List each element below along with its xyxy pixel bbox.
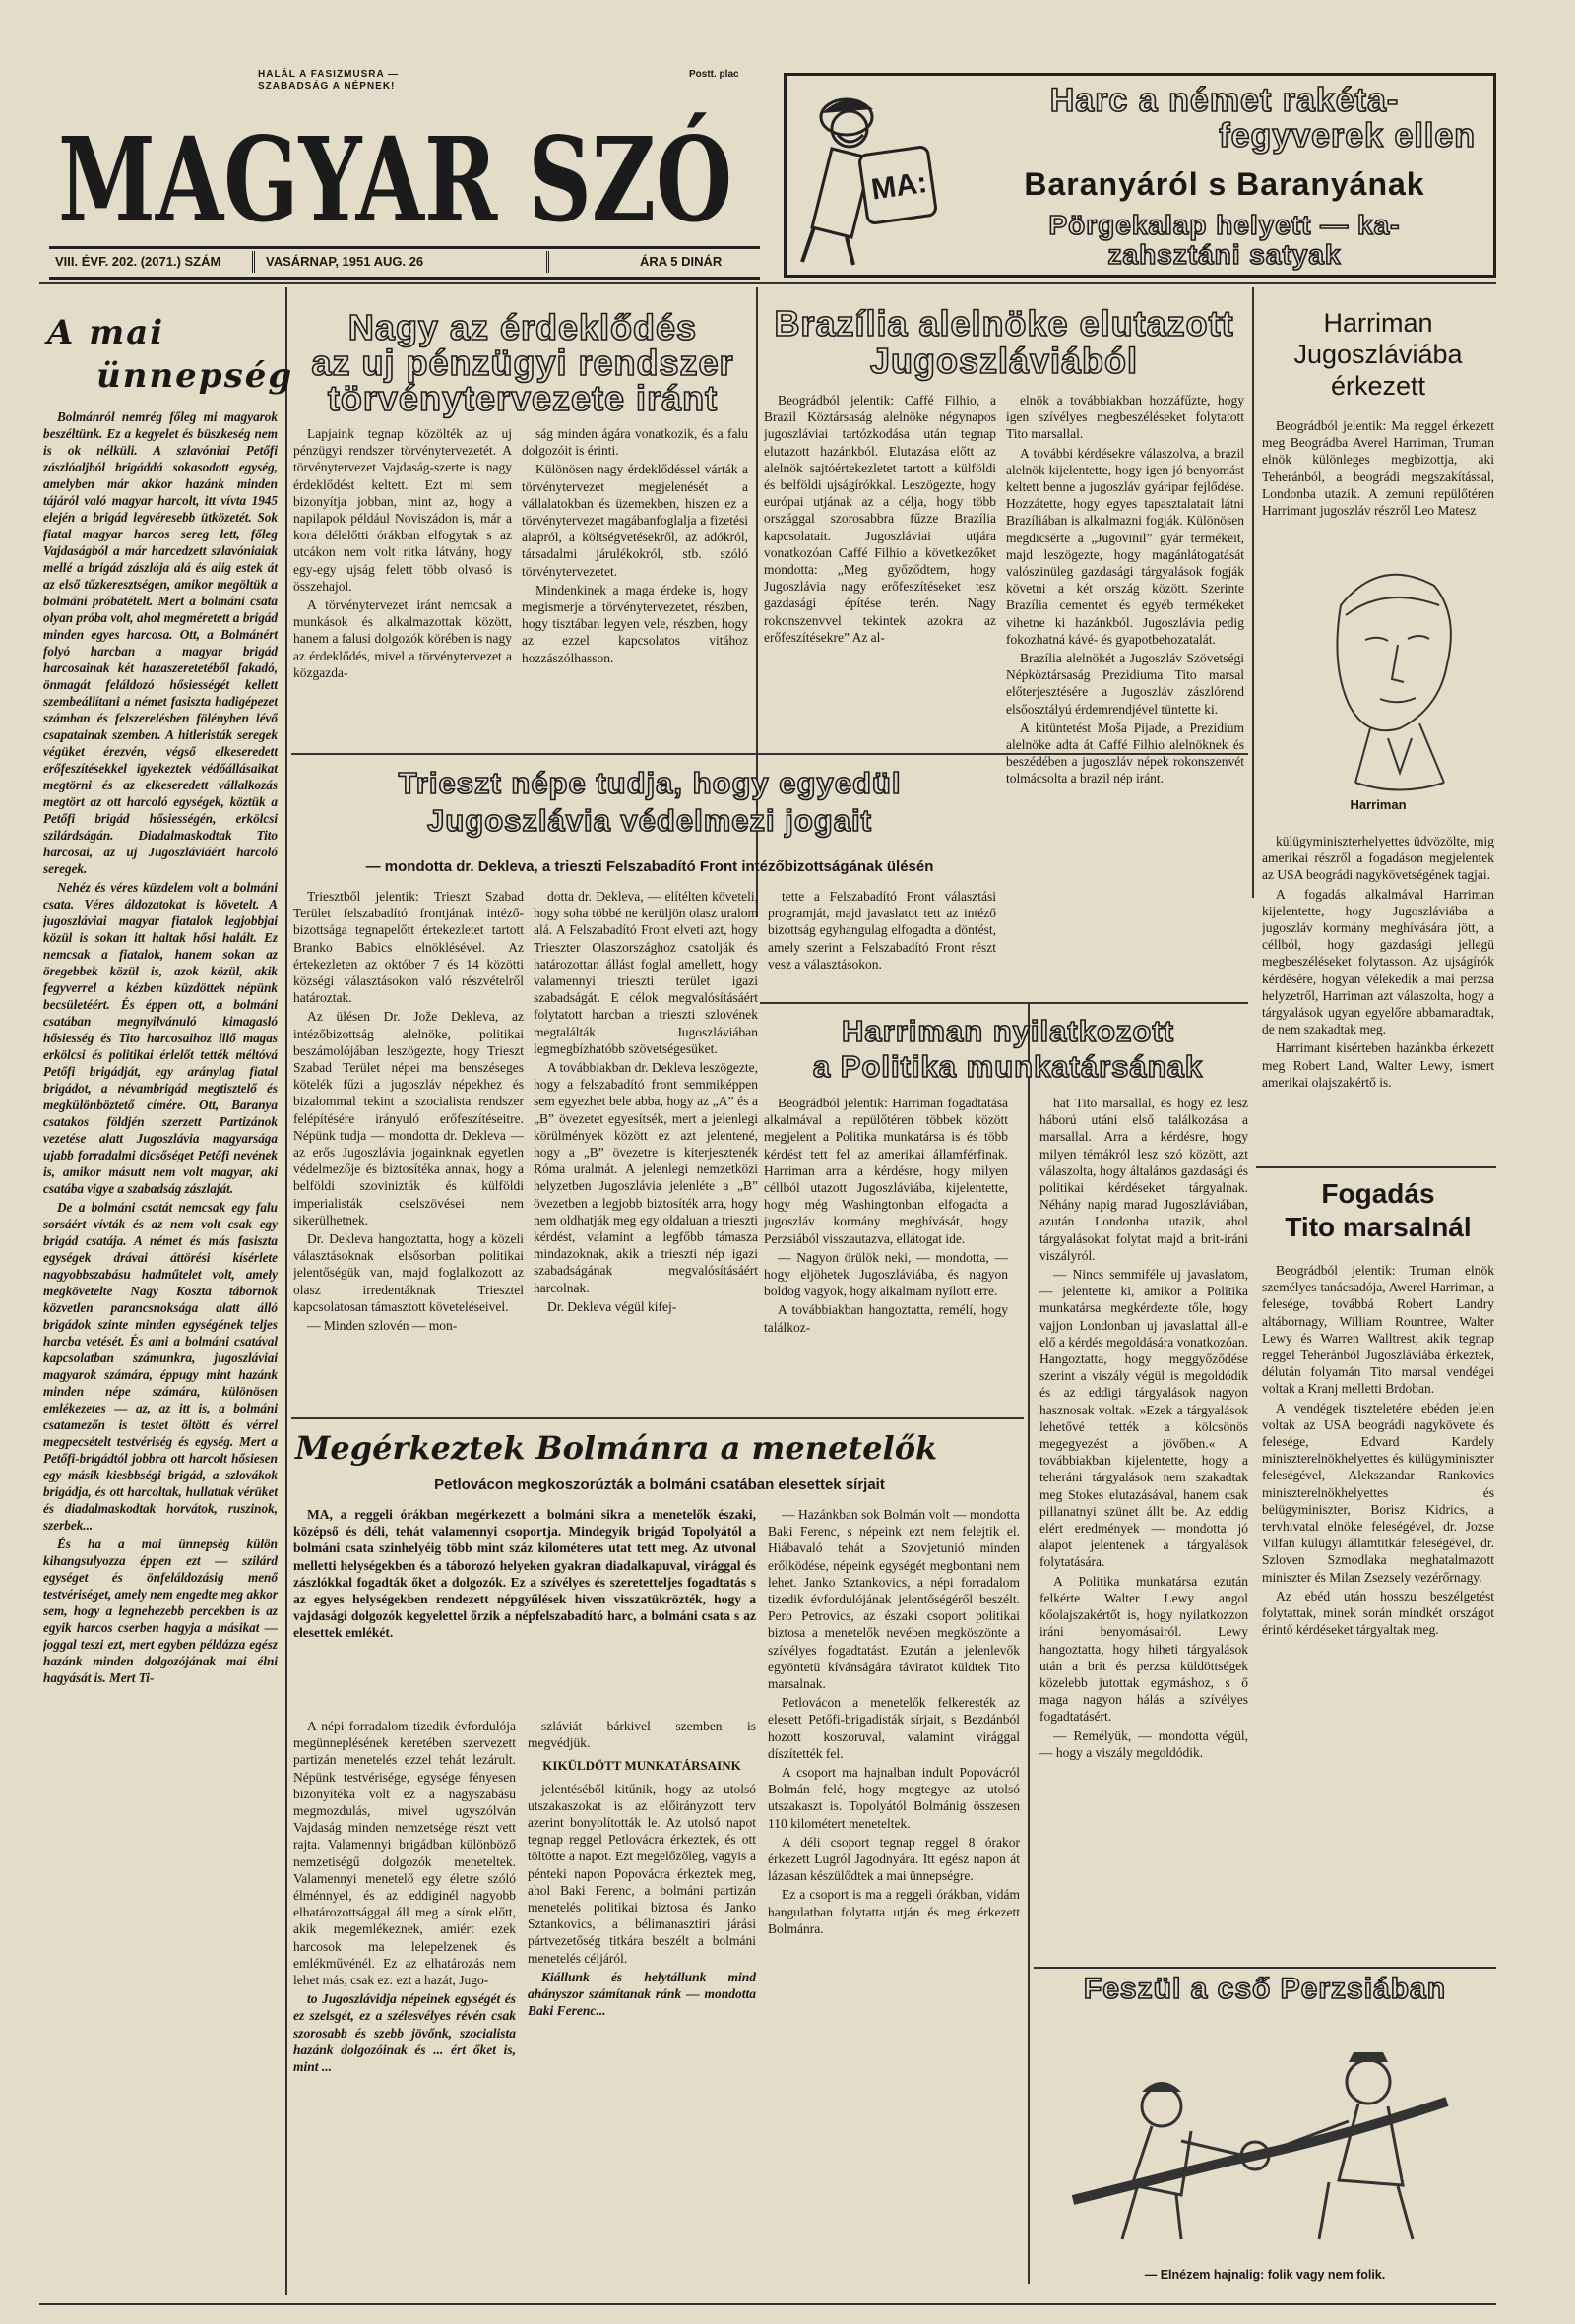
masthead-logo [54,91,743,238]
trieste-paragraph: — Minden szlovén — mon- [307,1318,458,1334]
harriman-arrives-body [1262,417,1494,535]
issue-divider [252,251,255,273]
trieste-paragraph: tette a Felszabadító Front választási programját, majd javaslatot tett az intéző bizottság egyhangulag elfogadta a döntést, amely szerint a Felszabadító Front részt vesz a választásokon. [768,889,996,972]
masthead-slogan: HALÁL A FASIZMUSRA — SZABADSÁG A NÉPNEK! [258,69,400,92]
finance-headline-3: törvénytervezete iránt [327,378,719,418]
trieste-paragraph: A továbbiakban dr. Dekleva leszögezte, hogy a felszabadító front semmiképpen sem egyezhet bele abba, hogy az „A” és a „B” övezetet egyesítsék, mert a jelenlegi körülmények között ez azt jelentené, hogy a „B” övezetre is kiterjesztenék Róma uralmát. A jelenlegi nemzetközi helyzetben Jugoszlávia jelenléte a „B” övezetben a legjobb biztosíték arra, hogy nem oldhatják meg egy oldaluan a trieszti kérdést, valamint a legfőbb támasza mindazoknak, akik a trieszti nép igazi szabadságának megvalósításáért harcolnak. [534,1060,758,1295]
harriman-interview-paragraph: A Politika munkatársa ezután felkérte Walter Lewy angol kőolajszakértőt is, hogy nyilatkozzon iráni benyomásairól. Lewy hangoztatta, hogy hiheti tárgyalások után a brit és perzsa küldöttségek közelebb jutottak egymáshoz, s ő maga nagyon hálás a szívélyes fogadtatásért. [1040,1573,1248,1725]
column-rule [1252,287,1254,898]
trieste-paragraph: Triesztből jelentik: Trieszt Szabad Terület felszabadító frontjának intéző-bizottsága tegnapelőtt értekezletet tartott Branko Babics elnöklésével. Az értekezleten az október 7 és 14 közötti községi választásokon való részvételről határoztak. [293,889,524,1006]
harriman-arrives-headline [1260,307,1496,402]
issue-line [49,246,760,280]
trieste-column-1 [293,888,524,1410]
newsboy-illustration [792,80,940,267]
brazil-headline-2: Jugoszláviából [869,341,1139,381]
bolman-paragraph: szláviát bárkivel szemben is megvédjük. [528,1719,756,1751]
tito-reception-headline-2: Tito marsalnál [1285,1212,1472,1242]
bolman-paragraph: jelentéséből kitűnik, hogy az utolsó utszakaszokat is az előirányzott terv azerint bonyolították le. Az utolsó napot tegnap reggel Petlovácra érkeztek, és ott töltötte a napot. Ezt megelőzőleg, vagyis a pénteki napon Popovácra érkeztek meg, ahol Baki Ferenc, a bolmáni partizán menetelés politikai biztosa és Janko Sztankovics, a bélimanasztiri járási pártvezetőség titkára beszélt a bolmáni menetelés céljáról. [528,1781,756,1966]
column-rule [1028,1004,1030,2284]
finance-column-2 [522,425,748,745]
issue-date: VASÁRNAP, 1951 AUG. 26 [266,254,424,269]
harriman-interview-paragraph: hat Tito marsallal, és hogy ez lesz háború utáni első találkozása a marsallal. Arra a kérdésre, hogy milyen témákról lesz szó között, azt válaszolta, hogy általános gazdasági és politikai kérdéseket tárgyalnak. Néhány napig marad Jugoszláviában, azután Londonba utazik, ahol tárgyalásokat folytat majd a brit-iráni viszályról. [1040,1096,1248,1263]
tito-reception-paragraph: Beográdból jelentik: Truman elnök személyes tanácsadója, Awerel Harriman, a felesége, továbbá Robert Landry altábornagy, William Rountree, Walter Lewy és Warren Walltrest, akik tegnap reggel Teheránból Jugoszláviába érkeztek, délután folyamán Tito marsal vendégei voltak a Kranj melletti Brdoban. [1262,1263,1494,1397]
persia-caption: — Elnézem hajnalig: folik vagy nem folik. [1144,2268,1386,2282]
finance-headline-2: az uj pénzügyi rendszer [311,343,734,383]
masthead-title-block [54,91,743,238]
finance-paragraph: Mindenkinek a maga érdeke is, hogy megismerje a törvénytervezetet, részben, hogy tisztában legyen vele, részben, hogy az ezzel kapcsolatos vitához hozzászólhasson. [522,582,748,665]
banner-line-4: Pörgekalap helyett — ka- [1048,210,1401,240]
header-rule [39,282,1496,284]
harriman-arrives-headline-1: Harriman [1323,308,1433,338]
harriman-interview-headline-1: Harriman nyilatkozott [842,1014,1174,1048]
harriman-portrait-caption: Harriman [1350,797,1407,812]
tito-reception-paragraph: Az ebéd után hosszu beszélgetést folytattak, minek során mindkét országot érintő kérdéseket tárgyaltak meg. [1262,1588,1494,1638]
editorial-title-1: A mai [47,313,165,352]
harriman-interview-paragraph: Beográdból jelentik: Harriman fogadtatása alkalmával a repülőtéren többek között megjelent a Politika munkatársa is és több kérdést tett fel az amerikai államférfinak. Harriman arra a kérdésre, hogy milyen céllból utazott Jugoszláviába, kijelentette, hogy még Washingtonban elfogadta a jugoszláv kormány meghívását, hogy Perzsiából visszautazva, ellátogat ide. [764,1096,1008,1246]
trieste-paragraph: Az ülésen Dr. Jože Dekleva, az intézőbizottság alelnöke, politikai beszámolójában leszögezte, hogy Trieszt Szabad Terület népei ma benszéseges kötelék fűzi a jugoszláv népekhez és bizalommal tekint a szocialista rendszer felépítésére irányuló erőfeszítéseitre. Népünk tudja — mondotta dr. Dekleva — az erős Jugoszlávia jogainknak egyetlen védelmezője és biztosítéka annak, hogy a belföldi szovinizták és külföldi imperialisták cselszövései nem sikerülhetnek. [293,1009,524,1227]
harriman-arrives-paragraph: Harrimant kisérteben hazánkba érkezett meg Robert Land, Walter Lewy, ismert amerikai olajszakértő is. [1262,1040,1494,1090]
harriman-arrives-body-2 [1262,833,1494,1162]
trieste-headline-1: Trieszt népe tudja, hogy egyedül [398,766,902,800]
harriman-interview-paragraph: — Nagyon örülök neki, — mondotta, — hogy eljöhetek Jugoszláviába, és nagyon boldog vagyok, hogy alkalmam nyílott erre. [764,1249,1008,1299]
bolman-lead [293,1506,756,1713]
harriman-arrives-paragraph: külügyminiszterhelyettes üdvözölte, mig amerikai részről a fogadáson megjelentek az USA beográdi nagykövetségének tagjai. [1262,834,1494,883]
bolman-paragraph: A csoport ma hajnalban indult Popovácról Bolmán felé, hogy megtegye az utolsó utszakaszt is. Topolyától Bolmánig összesen 110 kilométert meneteltek. [768,1765,1020,1831]
trieste-headline-2: Jugoszlávia védelmezi jogait [427,803,872,838]
trieste-paragraph: Dr. Dekleva hangoztatta, hogy a közeli választásoknak elsősorban politikai jelentőségük van, majd foglalkozott az olasz irredentáknak Triesztel kapcsolatosan támasztott követeléseivel. [293,1231,524,1314]
bolman-column-2 [528,1718,756,2269]
banner-badge: MA: [869,166,929,207]
persia-headline: Feszül a cső Perzsiában [1083,1973,1447,2005]
bolman-subhead: Petlovácon megkoszorúzták a bolmáni csatában elesettek sírjait [434,1476,885,1493]
harriman-interview-column-2 [1040,1095,1248,1961]
bolman-correspondents-heading: KIKÜLDÖTT MUNKATÁRSAINK [542,1758,741,1774]
banner-line-1: Harc a német rakéta- [1049,82,1400,119]
bolman-column-1 [293,1718,516,2269]
finance-paragraph: Különösen nagy érdeklődéssel várták a törvénytervezet megjelenését a vállalatokban és üzemekben, hiszen ez a törvénytervezet magábanfoglalja a fizetési alapról, a költségvetésekről, az adókról, társadalmi járulékokról, stb. szóló törvénytervezetet. [522,462,748,579]
bolman-paragraph: Petlovácon a menetelők felkeresték az elesett Petőfi-brigadisták sírjait, s Bezdánból hozott koszoruval, valamint virággal díszítették fel. [768,1695,1020,1761]
column-rule [285,287,287,2295]
section-rule [1256,1166,1496,1168]
brazil-paragraph: Brazília alelnökét a Jugoszláv Szövetségi Népköztársaság Prezidiuma Tito marsal előterjesztésére a Jugoszláv zászlórend elsőosztályú érdemrendjével tüntette ki. [1006,651,1244,717]
editorial-body [43,408,278,2298]
brazil-column-1 [764,392,996,746]
bolman-paragraph: Kiállunk és helytállunk mind ahányszor számítanak ránk — mondotta Baki Ferenc... [528,1969,756,2019]
trieste-column-2 [534,888,758,1410]
persia-cartoon [1034,2013,1496,2264]
editorial-paragraph: Nehéz és véres küzdelem volt a bolmáni csata. Véres áldozatokat is követelt. A jugoszláviai magyar fiatalok legjobbjai közül is sokan itt haltak hősi halált. Ez nemcsak a fiatalok, hanem sokan az öregebbek közül is, azok közül, akik fegyverrel a kézben küzdöttek népünk becsületéért. És éppen ott, a bolmáni csatában megnyilvánuló kimagasló hősiesség és Tito harcosaihoz illő magas erkölcsi és politikai érlelőt tették méltóvá Petőfi brigádját, egy aránylag fiatal brigádot, a névambrigád megtisztelő és megkülönböztető címére. Ott, Baranya csatakos földjén szerzett Partizánok vezetése alatt Jugoszlávia magyarsága ujabb forradalmi dicsőséget Petőfi nevének is, amikor másutt nem volt magyar, aki csatába vigye a szabadság zászlaját. [43,880,278,1196]
bolman-column-3 [768,1506,1020,2284]
pipeline-cartoon-drawing [1034,2013,1496,2264]
section-rule [1034,1967,1496,1969]
masthead-title: MAGYAR SZÓ [58,111,732,238]
tito-reception-headline-1: Fogadás [1321,1178,1435,1209]
tito-reception-paragraph: A vendégek tiszteletére ebéden jelen voltak az USA beográdi nagykövete és felesége, Edvard Kardely miniszterelnökhelyettes és külügyminiszter feleségével, Alekszandar Rankovics miniszterelnökhelyettes és belügyminiszter, Borisz Kidrics, a tervhivatal elnöke feleségével, dr. Jozse Vilfan külügyi államtitkár feleségével, dr. Szloven Szmodlaka meghatalmazott miniszter és Milan Zsezsely vezérőrnagy. [1262,1400,1494,1585]
bolman-paragraph: to Jugoszlávidja népeinek egységét és ez szelsgét, ez a szélesvélyes révén csak szorosabb és szebb jövőnk, szocialista hazánk dolgozóinak és ... ért őket is, mint ... [293,1991,516,2075]
bolman-lead-paragraph: MA, a reggeli órákban megérkezett a bolmáni sikra a menetelők északi, középső és déli, tehát valamennyi csoportja. Mindegyik brigád Topolyától a bolmáni csata szinhelyéig több mint száz kilométeres utat tett meg. Az utvonal melletti helységekben és a táborozó helyeken gyakran diadalkapuval, virággal és zászlókkal fogadták őket a dolgozók. Ez a szívélyes és szeretetteljes fogadtatás s az egyes helységekben rendezett népgyűlések hiven visszatükrözték, hogy a vajdasági dolgozók kegyelettel őrzik a népfelszabadító harc, a bolmáni csata s az elesettek emlékét. [293,1507,756,1641]
issue-divider-2 [546,251,549,273]
harriman-portrait [1272,536,1508,807]
editorial-paragraph: És ha a mai ünnepség külön kihangsulyozza éppen ezt — szilárd egységet és önfeláldozásig menő testvériséget, amely nem engedte meg akkor sem, hogy a legnehezebb percekben is az egyik harcos cserben hagyja a másikat — joggal teszi ezt, mert egyben példázza egész hazánk minden dolgozójának mai élni hagyását is. Mert Ti- [43,1537,278,1685]
bolman-paragraph: Ez a csoport is ma a reggeli órákban, vidám hangulatban folytatta utján és meg érkezett Bolmánra. [768,1887,1020,1936]
editorial-paragraph: De a bolmáni csatát nemcsak egy falu sorsáért vívták és az nem volt csak egy brigád csatája. A német és más fasiszta egységek drávai áttörési kísérlete nagyobbszabásu hadműtelet volt, amely megkövetelte Nagy Koszta tábornok közvetlen parancsnoksága alatt álló brigádok szinte minden egységének teljes harcba vetését. És ami a bolmáni csatával kapcsolatban számunkra, jugoszláviai magyarok számára, éppugy mint hazánk minden népe számára, különösen emlékezetes — az, az itt is, a bolmáni csatamezőn is testet öltött és vérrel megpecsételt testvériség és egység. Mert a Petőfi-brigádtól jobbra ott harcolt hősiesen egy másik kiesbbségi brigád, a szlovákok brigádja, és ott harcoltak, hullattak vérüket és diadalmaskodtak horvátok, ruszinok, szerbek... [43,1200,278,1533]
trieste-subhead: — mondotta dr. Dekleva, a trieszti Felszabadító Front intézőbizottságának ülésén [365,858,934,875]
trieste-column-3 [768,888,996,998]
banner-line-2: fegyverek ellen [1219,117,1476,155]
banner-line-5: zahsztáni satyak [1107,239,1342,270]
brazil-headline-1: Brazília alelnöke elutazott [774,303,1234,344]
finance-column-1 [293,425,512,745]
harriman-interview-paragraph: — Nincs semmiféle uj javaslatom, — jelentette ki, amikor a Politika munkatársa megkérdezte tőle, hogy vajjon Londonban uj javaslattal áll-e elő a kérdés megoldására vonatkozóan. Hangoztatta, hogy meggyőződése szerint a viszály végül is megoldódik és az eddigi tárgyalások nagyon hasznosak voltak. »Ezek a tárgyalások lehetővé tették a kölcsönös megegyezést a jövőben.« A továbbiakban kijelentette, hogy a teheráni tárgyalások nem szakadtak meg Stokes elutazásával, hanem csak pillanatnyi szünet állt be. Az eddig elért eredmények — mondotta jó alapot jelentenek a tárgyalások folytatására. [1040,1267,1248,1570]
bolman-paragraph: A népi forradalom tizedik évfordulója megünneplésének keretében szervezett partizán menetelés ezzel tehát lezárult. Népünk testvérisége, egysége fényesen bizonyítéka volt ez a nagyszabásu megmozdulás, mivel ugyszólván Vajdaság minden nemzetsége részt vett rajta. Valamennyi brigádban különböző nemzetiségű dolgozók meneteltek. Valamennyi menetelő egy életre szóló élménnyel, és az eddiginél nagyobb elhatározottsággal áll meg a sírok előtt, akik megemlékeznek, amiért ezek harcosok ma lelepelzenek és emlékművénél. Ez az elhatározás nem lehet más, csak ez: ezt a hazát, Jugo- [293,1719,516,1988]
teaser-banner [784,73,1496,278]
trieste-paragraph: Dr. Dekleva végül kifej- [547,1298,677,1314]
harriman-arrives-paragraph: Beográdból jelentik: Ma reggel érkezett meg Beográdba Averel Harriman, Truman elnök különleges megbizottja, aki Teheránból, a beográdi megszakítással, Londonba utazik. A zemuni repülőtéren Harrimant jugoszláv részről Leo Matesz [1262,418,1494,519]
bolman-paragraph: A déli csoport tegnap reggel 8 órakor érkezett Lugról Jagodnyára. Itt egész napon át lázasan készülődtek a mai ünnepségre. [768,1834,1020,1884]
finance-headline-1: Nagy az érdeklődés [347,307,698,347]
brazil-paragraph: A kitüntetést Moša Pijade, a Prezidium alelnöke adta át Caffé Filhio alelnöknek és beszédében a jugoszláv népek rokonszenvét tolmácsolta a brazil nép iránt. [1006,720,1244,786]
harriman-arrives-paragraph: A fogadás alkalmával Harriman kijelentette, hogy Jugoszláviába a jugoszláv kormány meghívására jött, a céllból, hogy gazdasági jellegü megbeszéléseket folytasson. Az ujságírók kérdésére, hogyan vélekedik a mai perzsa helyzetről, Harriman azt válaszolta, hogy a tárgyalások ugyan egyelőre abbamaradtak, de nem szakadtak meg. [1262,886,1494,1037]
banner-line-3: Baranyáról s Baranyának [1024,166,1425,202]
finance-paragraph: Lapjaink tegnap közölték az uj pénzügyi rendszer törvénytervezetét. A törvénytervezet Vajdaság-szerte is nagy érdeklődést keltett. Ezt mi sem bizonyítja jobban, mint az, hogy a napilapok például Noviszádon is, már a kora délelőtti órákban elfogytak s az utcákon nem volt ritka látvány, hogy egy-egy ujság felett több olvasó is összehajol. [293,426,512,594]
bottom-rule [39,2303,1496,2305]
bolman-headline: Megérkeztek Bolmánra a menetelők [295,1429,938,1467]
harriman-arrives-headline-2: Jugoszláviába [1293,340,1463,369]
bolman-paragraph: — Hazánkban sok Bolmán volt — mondotta Baki Ferenc, s népeink ezt nem felejtik el. Hiábavaló tehát a Szovjetunió minden erőlködése, népeink egységét megbontani nem lehet. Janko Sztankovics, a népi forradalom tizedik évfordulójának jelentőségéről beszélt. Pero Petrovics, az északi csoport politikai biztosa a menetelők nevében megköszönte a szívélyes fogadtatást. Ezután a jelenlevők egyöntetü kívánságára táviratot küldtek Tito marsalnak. [768,1507,1020,1692]
finance-paragraph: A törvénytervezet iránt nemcsak a munkások és alkalmazottak között, hanem a falusi dolgozók körében is nagy az érdeklődés, mivel a törvénytervezet a közgazda- [293,597,512,680]
harriman-interview-headline-2: a Politika munkatársának [812,1049,1204,1084]
issue-price: ÁRA 5 DINÁR [640,254,723,269]
brazil-paragraph: A további kérdésekre válaszolva, a brazil alelnök kijelentette, hogy igen jó benyomást keltett benne a jugoszláv gyáripar fejlődése. Hozzátette, hogy egyes tapasztalatait látni Brazíliában is alkalmazni fogják. Különösen megdicsérte a „Jugovinil” gyár termékeit, majd leszögezte, hogy magánlátogatását valószinüleg gazdasági tárgyalások fogják követni a két ország között. Szerinte Brazília cementet és egyéb termékeket vihetne ki hazánkból. Jugoszlávia pedig fokozhatná kávé- és gyapotbehozatalát. [1006,445,1244,647]
brazil-column-2 [1006,392,1244,1007]
editorial-paragraph: Bolmánról nemrég főleg mi magyarok beszéltünk. Ez a kegyelet és büszkeség nem is ok nélküli. A szlavóniai Petőfi zászlóaljból brigáddá sokasodott egység, amelyben már akkor hazánk minden tájáról való magyar harcolt, itt vívta 1945 elején a brigád legvéresebb ütközetét. Sok fiatal magyar harcos sereg lett, főleg Vajdaságból a már harcedzett szlavóniaiak mellé a brigád zászlója alá és alig estek át az első tűzkeresztségen, amikor megöltük a bolmáni próbatételt. Mert a bolmáni csata olyan próba volt, ahol megméretett a brigád minden egyes harcosa. Ott, a Bolmánért folyó harcban a magyar brigád harcosainak két hazaszeretetéből fakadó, önmagát feláldozó hősiességét kellett szembeállítani a német fasiszta hadigépezet számban és felszerelésben fölényben lévő csapatainak szemben. A hitleristák seregek végüket érezvén, végső elkeseredett erőfeszítésekkel igyekeztek védőállásaikat megtörni és az elkeseredett vállalkozás megtört az ott harcoló egységek, köztük a Petőfi brigád hősiességén, erkölcsi szilárdságán. Diadalmaskodtak Tito harcosai, az uj Jugoszláviáért harcoló seregek. [43,409,278,876]
brazil-paragraph: elnök a továbbiakban hozzáfűzte, hogy igen szívélyes megbeszéléseket folytatott Tito marsallal. [1006,393,1244,442]
tito-reception-headline [1260,1177,1496,1244]
finance-paragraph: ság minden ágára vonatkozik, és a falu dolgozóit is érinti. [522,426,748,459]
brazil-paragraph: Beográdból jelentik: Caffé Filhio, a Brazil Köztársaság alelnöke négynapos jugoszláviai tartózkodása után tegnap elutazott hazánkból. Elutazása előtt az alelnök sajtóértekezletet tartott a külföldi és belföldi ujságírókkal. Leszögezte, hogy európai utjának az a célja, hogy több országgal szorosabbra fűzze Brazília kapcsolatait. Jugoszláviai utjára vonatkozóan Caffé Filhio a következőket mondotta: „Meg győződtem, hogy Jugoszlávia nagy erőfeszítéseket tesz gazdasági építése terén. Nagy rokonszenvvel tekintek azokra az erőfeszítésekre” Az al- [764,393,996,645]
tito-reception-body [1262,1262,1494,1961]
harriman-interview-paragraph: — Remélyük, — mondotta végül, — hogy a viszály megoldódik. [1040,1727,1248,1760]
harriman-arrives-headline-3: érkezett [1330,371,1426,401]
editorial-title-2: ünnepség [96,356,294,396]
harriman-interview-paragraph: A továbbiakban hangoztatta, remélí, hogy találkoz- [764,1302,1008,1335]
harriman-sketch-image [1272,536,1508,807]
postage-note: Postt. plac [689,69,739,80]
trieste-paragraph: dotta dr. Dekleva, — elítélten követeli, hogy soha többé ne kerüljön olasz uralom alá. A Felszabadító Front elveti azt, hogy Trieszter Olaszországhoz csatolják és határozottan állást foglal amellett, hogy valamennyi trieszti terület igazi szabadságát. E célok megvalósításáért folytatott harcban a trieszti szlovének megtalálták Jugoszláviában legmegbízhatóbb szövetségesüket. [534,889,758,1056]
issue-number: VIII. ÉVF. 202. (2071.) SZÁM [55,254,221,269]
